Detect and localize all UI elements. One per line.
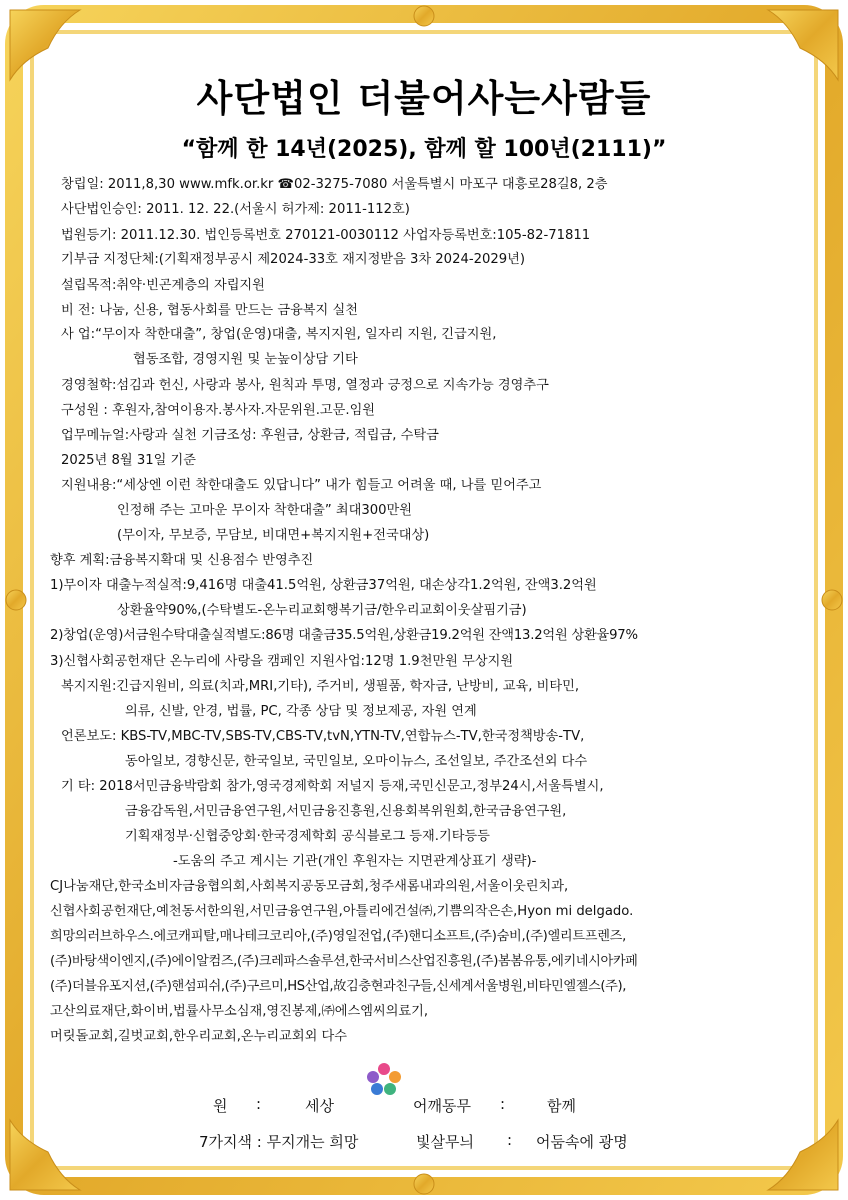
others-cont: 금융감독원,서민금융연구원,서민금융진흥원,신용회복위원회,한국금융연구원, — [125, 804, 567, 819]
vision: 비 전: 나눔, 신용, 협동사회를 만드는 금융복지 실천 — [61, 303, 358, 318]
page-title: 사단법인 더불어사는사람들 — [196, 77, 652, 120]
motto-colon-1: : — [256, 1095, 262, 1113]
motto-line2-part3: 어둠속에 광명 — [536, 1133, 628, 1151]
donation-designation: 기부금 지정단체:(기획재정부공시 제2024-33호 재지정받음 3차 2024-2029년) — [61, 252, 526, 267]
motto-word-4: 함께 — [547, 1097, 576, 1115]
campaign-record: 3)신협사회공헌재단 온누리에 사랑을 캠페인 지원사업:12명 1.9천만원 무상지원 — [50, 654, 514, 669]
founding-info: 창립일: 2011,8,30 www.mfk.or.kr ☎02-3275-7080 서울특별시 마포구 대흥로28길8, 2층 — [61, 177, 608, 192]
motto-colon-2: : — [500, 1095, 506, 1113]
motto-word-3: 어깨동무 — [413, 1097, 471, 1115]
welfare-support: 복지지원:긴급지원비, 의료(치과,MRI,기타), 주거비, 생필품, 학자금, 난방비, 교육, 비타민, — [61, 679, 580, 694]
support-content: 지원내용:“세상엔 이런 착한대출도 있답니다” 내가 힘들고 어려울 때, 나를 믿어주고 — [61, 478, 542, 493]
others-cont2: 기획재정부·신협중앙회·한국경제학회 공식블로그 등재.기타등등 — [125, 829, 490, 844]
media-coverage-cont: 동아일보, 경향신문, 한국일보, 국민일보, 오마이뉴스, 조선일보, 주간조선외 다수 — [125, 754, 588, 769]
supporters-heading: -도움의 주고 계시는 기관(개인 후원자는 지면관계상표기 생략)- — [173, 854, 537, 869]
business: 사 업:“무이자 착한대출”, 창업(운영)대출, 복지지원, 일자리 지원, 긴급지원, — [61, 327, 497, 342]
supporters-line-2: 신협사회공헌재단,예천동서한의원,서민금융연구원,아틀리에건설㈜,기쁨의작은손,Hyon mi delgado. — [50, 904, 634, 919]
support-content-cont: 인정해 주는 고마운 무이자 착한대출” 최대300만원 — [117, 503, 413, 518]
members: 구성원 : 후원자,참여이용자.봉사자.자문위원.고문.임원 — [61, 403, 376, 418]
work-manual: 업무메뉴얼:사랑과 실천 기금조성: 후원금, 상환금, 적립금, 수탁금 — [61, 428, 439, 443]
supporters-line-7: 머릿돌교회,길벗교회,한우리교회,온누리교회외 다수 — [50, 1029, 348, 1044]
motto-word-1: 원 — [213, 1097, 228, 1115]
welfare-support-cont: 의류, 신발, 안경, 법률, PC, 각종 상담 및 정보제공, 자원 연계 — [125, 704, 477, 719]
purpose: 설립목적:취약·빈곤계층의 자립지원 — [61, 278, 265, 293]
philosophy: 경영철학:섬김과 헌신, 사랑과 봉사, 원칙과 투명, 열정과 긍정으로 지속가능 경영추구 — [61, 378, 549, 393]
motto-word-2: 세상 — [305, 1097, 334, 1115]
motto-line2-colon: : — [507, 1131, 513, 1149]
others: 기 타: 2018서민금융박람회 참가,영국경제학회 저널지 등재,국민신문고,정부24시,서울특별시, — [61, 779, 604, 794]
date-basis: 2025년 8월 31일 기준 — [61, 453, 197, 468]
media-coverage: 언론보도: KBS-TV,MBC-TV,SBS-TV,CBS-TV,tvN,YTN-TV,연합뉴스-TV,한국정책방송-TV, — [61, 729, 585, 744]
future-plan: 향후 계획:금융복지확대 및 신용점수 반영추진 — [50, 553, 314, 568]
supporters-line-1: CJ나눔재단,한국소비자금융협의회,사회복지공동모금회,청주새롬내과의원,서울이웃린치과, — [50, 879, 569, 894]
approval-info: 사단법인승인: 2011. 12. 22.(서울시 허가제: 2011-112호) — [61, 202, 410, 217]
supporters-line-5: (주)더블유포지션,(주)핸섬피쉬,(주)구르미,HS산업,故김충현과친구들,신세계서울병원,비타민엘젤스(주), — [50, 979, 627, 994]
support-content-cont2: (무이자, 무보증, 무담보, 비대면+복지지원+전국대상) — [117, 528, 430, 543]
loan-record-cont: 상환율약90%,(수탁별도-온누리교회행복기금/한우리교회이웃살핌기금) — [117, 603, 527, 618]
supporters-line-4: (주)바탕색이엔지,(주)에이알컴즈,(주)크레파스솔루션,한국서비스산업진흥원,(주)봄봄유통,에키네시아카페 — [50, 954, 638, 969]
page-subtitle: “함께 한 14년(2025), 함께 할 100년(2111)” — [181, 137, 667, 162]
supporters-line-6: 고산의료재단,화이버,법률사무소심재,영진봉제,㈜에스엠씨의료기, — [50, 1004, 429, 1019]
supporters-line-3: 희망의러브하우스.에코캐피탈,매나테크코리아,(주)영일전업,(주)핸디소프트,(주)숨비,(주)엘리트프렌즈, — [50, 929, 627, 944]
motto-line2-part1: 7가지색 : 무지개는 희망 — [199, 1133, 359, 1151]
rainbow-logo-icon — [366, 1062, 402, 1096]
motto-line2-part2: 빛살무늬 — [416, 1133, 474, 1151]
business-cont: 협동조합, 경영지원 및 눈높이상담 기타 — [133, 352, 358, 367]
loan-record: 1)무이자 대출누적실적:9,416명 대출41.5억원, 상환금37억원, 대손상각1.2억원, 잔액3.2억원 — [50, 578, 597, 593]
startup-loan-record: 2)창업(운영)서금원수탁대출실적별도:86명 대출금35.5억원,상환금19.2억원 잔액13.2억원 상환율97% — [50, 628, 638, 643]
registration-info: 법원등기: 2011.12.30. 법인등록번호 270121-0030112 사업자등록번호:105-82-71811 — [61, 228, 591, 243]
